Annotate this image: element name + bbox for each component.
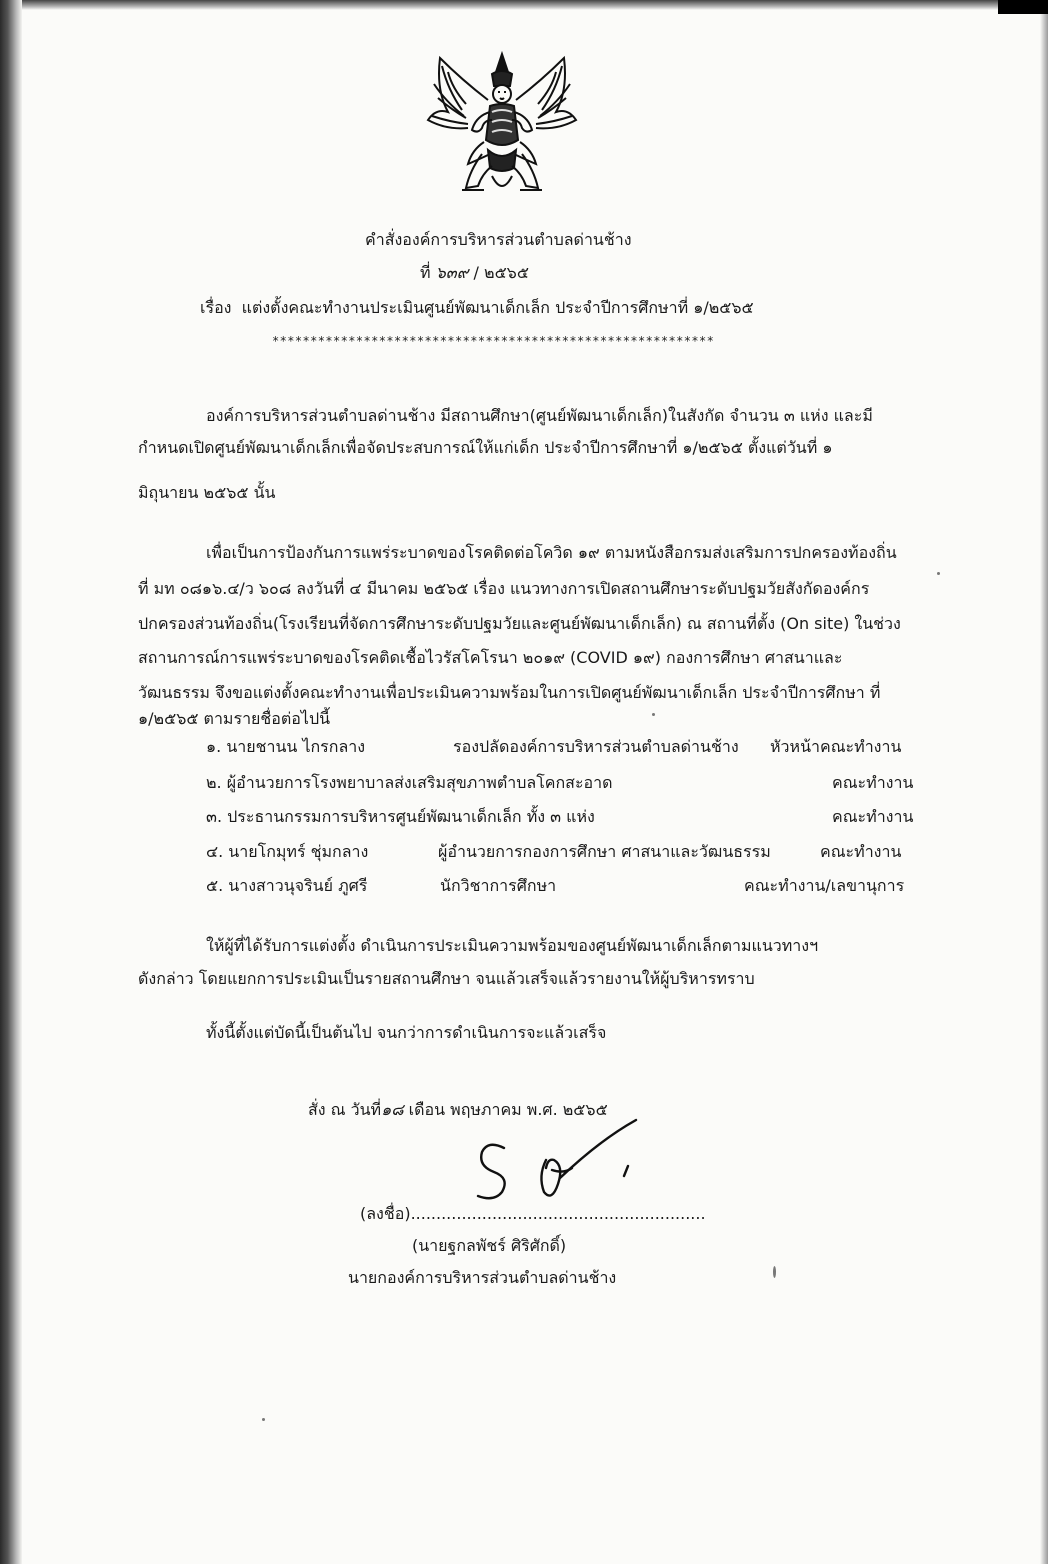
garuda-emblem-icon <box>422 50 582 200</box>
scan-edge-left <box>0 0 22 1564</box>
member-no: ๑. <box>206 737 222 756</box>
divider-stars: ********************************************************** <box>272 334 715 348</box>
para3-line2: ดังกล่าว โดยแยกการประเมินเป็นรายสถานศึกษา จนแล้วเสร็จแล้วรายงานให้ผู้บริหารทราบ <box>138 969 755 988</box>
para3-line1: ให้ผู้ที่ได้รับการแต่งตั้ง ดำเนินการประเมินความพร้อมของศูนย์พัฒนาเด็กเล็กตามแนวทางฯ <box>206 936 819 955</box>
member-4-role: คณะทำงาน <box>820 842 902 861</box>
signature-handwritten-icon <box>460 1110 650 1210</box>
member-4-position: ผู้อำนวยการกองการศึกษา ศาสนาและวัฒนธรรม <box>438 842 771 861</box>
number-handwritten: ๖๓๙ <box>435 263 469 282</box>
sign-label: (ลงชื่อ) <box>360 1204 411 1223</box>
member-2 <box>206 771 613 796</box>
member-3 <box>206 805 595 830</box>
sign-dots: .......................................................... <box>410 1204 706 1223</box>
para2-line1: เพื่อเป็นการป้องกันการแพร่ระบาดของโรคติดต่อโควิด ๑๙ ตามหนังสือกรมส่งเสริมการปกครองท้องถิ่น <box>206 543 897 562</box>
para2-line3: ปกครองส่วนท้องถิ่น(โรงเรียนที่จัดการศึกษาระดับปฐมวัยและศูนย์พัฒนาเด็กเล็ก) ณ สถานที่ตั้ง (On site) ในช่วง <box>138 614 901 633</box>
member-3-role: คณะทำงาน <box>832 807 914 826</box>
member-4 <box>206 840 368 865</box>
member-5-position: นักวิชาการศึกษา <box>440 876 557 895</box>
scan-corner-mark <box>998 0 1048 14</box>
member-2-role: คณะทำงาน <box>832 773 914 792</box>
para2-line4: สถานการณ์การแพร่ระบาดของโรคติดเชื้อไวรัสโคโรนา ๒๐๑๙ (COVID ๑๙) กองการศึกษา ศาสนาและ <box>138 648 843 667</box>
signer-name: (นายฐกลพัชร์ ศิริศักดิ์) <box>412 1236 567 1255</box>
member-name: นางสาวนุจรินย์ ภูศรี <box>228 876 368 895</box>
para2-line2: ที่ มท ๐๘๑๖.๔/ว ๖๐๘ ลงวันที่ ๔ มีนาคม ๒๕๖๕ เรื่อง แนวทางการเปิดสถานศึกษาระดับปฐมวัยสังกัดองค์กร <box>138 579 870 598</box>
para1-line1: องค์การบริหารส่วนตำบลด่านช้าง มีสถานศึกษา(ศูนย์พัฒนาเด็กเล็ก)ในสังกัด จำนวน ๓ แห่ง และมี <box>206 406 873 425</box>
para4: ทั้งนี้ตั้งแต่บัดนี้เป็นต้นไป จนกว่าการดำเนินการจะแล้วเสร็จ <box>206 1023 607 1042</box>
member-name: นายโกมุทร์ ชุ่มกลาง <box>228 842 369 861</box>
member-name: นายชานน ไกรกลาง <box>226 737 366 756</box>
order-number <box>420 262 529 284</box>
para2-line6: ๑/๒๕๖๕ ตามรายชื่อต่อไปนี้ <box>138 709 331 728</box>
number-suffix: / ๒๕๖๕ <box>473 263 529 282</box>
member-no: ๓. <box>206 807 223 826</box>
scan-edge-top <box>0 0 1048 10</box>
order-date-prefix: สั่ง ณ วันที่ <box>308 1100 382 1119</box>
member-1-position: รองปลัดองค์การบริหารส่วนตำบลด่านช้าง <box>453 737 739 756</box>
para1-line3: มิถุนายน ๒๕๖๕ นั้น <box>138 483 276 502</box>
scan-speck <box>652 713 655 716</box>
number-prefix: ที่ <box>420 263 431 282</box>
member-1-role: หัวหน้าคณะทำงาน <box>770 737 902 756</box>
subject-text: แต่งตั้งคณะทำงานประเมินศูนย์พัฒนาเด็กเล็ก ประจำปีการศึกษาที่ ๑/๒๕๖๕ <box>241 298 754 317</box>
signer-title: นายกองค์การบริหารส่วนตำบลด่านช้าง <box>348 1268 617 1287</box>
subject-label: เรื่อง <box>200 298 232 317</box>
para2-line5: วัฒนธรรม จึงขอแต่งตั้งคณะทำงานเพื่อประเมินความพร้อมในการเปิดศูนย์พัฒนาเด็กเล็ก ประจำปีการศึกษา ที่ <box>138 683 881 702</box>
member-name: ผู้อำนวยการโรงพยาบาลส่งเสริมสุขภาพตำบลโคกสะอาด <box>226 773 613 792</box>
signature-line <box>360 1202 706 1227</box>
scan-speck <box>773 1266 776 1278</box>
para1-line2: กำหนดเปิดศูนย์พัฒนาเด็กเล็กเพื่อจัดประสบการณ์ให้แก่เด็ก ประจำปีการศึกษาที่ ๑/๒๕๖๕ ตั้งแต่วันที่ ๑ <box>138 438 833 457</box>
scan-speck <box>937 572 940 575</box>
order-date-day: ๑๘ <box>381 1100 404 1119</box>
scan-speck <box>262 1418 265 1421</box>
member-5 <box>206 874 367 899</box>
member-no: ๒. <box>206 773 222 792</box>
member-5-role: คณะทำงาน/เลขานุการ <box>744 876 905 895</box>
member-no: ๕. <box>206 876 224 895</box>
member-1 <box>206 735 365 760</box>
member-no: ๔. <box>206 842 224 861</box>
order-title: คำสั่งองค์การบริหารส่วนตำบลด่านช้าง <box>365 230 632 249</box>
order-subject <box>200 297 754 319</box>
scan-edge-right <box>1040 0 1048 1564</box>
member-name: ประธานกรรมการบริหารศูนย์พัฒนาเด็กเล็ก ทั้ง ๓ แห่ง <box>227 807 595 826</box>
order-date-rest: เดือน พฤษภาคม พ.ศ. ๒๕๖๕ <box>408 1100 608 1119</box>
